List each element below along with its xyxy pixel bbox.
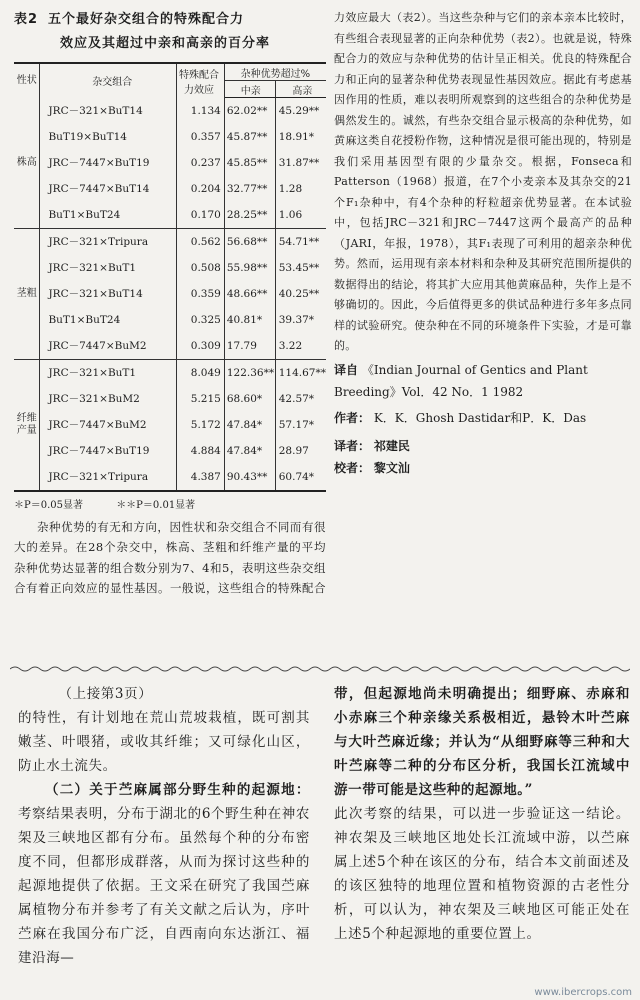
sca-cell: 0.359	[177, 281, 225, 307]
cross-cell: JRC－321×BuT1	[40, 255, 177, 281]
author-line	[334, 407, 632, 429]
mid-cell: 32.77**	[224, 176, 275, 202]
table-row	[14, 228, 326, 255]
table-row	[14, 412, 326, 438]
table-note	[14, 496, 326, 511]
trait-cell: 纤维产量	[14, 359, 40, 491]
high-cell: 1.28	[278, 182, 303, 195]
col-header-trait: 性状	[14, 63, 40, 98]
author-text: K．K．Ghosh Dastidar和P．K．Das	[373, 410, 587, 425]
high-cell: 28.97	[278, 444, 309, 457]
source-label: 译自	[334, 362, 359, 377]
cross-cell: BuT1×BuT24	[40, 307, 177, 333]
source-text: 《Indian Journal of Gentics and Plant Breeding》Vol．42 No．1 1982	[334, 362, 588, 399]
table-title	[14, 8, 326, 56]
mid-cell: 47.84*	[224, 438, 275, 464]
high-cell: 42.57*	[278, 392, 315, 405]
high-cell: 3.22	[275, 333, 326, 360]
table-number: 表2	[14, 12, 39, 27]
table-row	[14, 333, 326, 360]
cross-cell: JRC－321×BuT14	[40, 281, 177, 307]
right-paragraph: 力效应最大（表2）。当这些杂种与它们的亲本亲本比较时，有些组合表现显著的正向杂种优势（表2）。也就是说，特殊配合力的效应与杂种优势的估计呈正相关。优良的特殊配合力和正向的显著杂种优势表现显性基因效应。据此有考虑基因作用的性质，难以表明所观察到的这些组合的杂种优势是偶然发生的。诚然，有些杂交组合显示极高的杂种优势，如黄麻这类自花授粉作物，这种情况是很可能出现的，特别是我们采用基因型有限的少量杂交。根据，Fonseca和Patterson（1968）报道，在7个小麦亲本及其杂交的21个F₁杂种中，有4个杂种的籽粒超亲优势显著。在本试验中，包括JRC－321和JRC－7447这两个最高产的品种（JARI，年报，1978），其F₁表现了可利用的超亲杂种优势。然而，运用现有亲本材料和杂种及其研究范围所提供的数据得出的结论，将其扩大应用其他黄麻品种，失作上是不够确切的。因此，今后值得更多的供试品种进行多年多点同样的试验研究。使杂种在不同的环境条件下实验，才是可靠的。	[334, 11, 632, 352]
col-header-sca: 特殊配合力效应	[177, 63, 225, 98]
cross-cell: JRC－7447×BuT19	[40, 438, 177, 464]
mid-cell: 55.98**	[224, 255, 275, 281]
sca-cell: 5.215	[177, 386, 225, 412]
col-header-heterosis: 杂种优势超过%	[224, 63, 326, 81]
trait-cell: 茎粗	[14, 228, 40, 359]
mid-cell: 17.79	[224, 333, 275, 360]
high-cell: 40.25**	[278, 287, 320, 300]
sca-cell: 0.357	[177, 124, 225, 150]
sca-cell: 0.508	[177, 255, 225, 281]
table-row	[14, 307, 326, 333]
sca-cell: 1.134	[177, 98, 225, 124]
sca-cell: 0.562	[177, 228, 225, 255]
continued-label: （上接第3页）	[58, 686, 153, 702]
mid-cell: 45.87**	[224, 124, 275, 150]
table-row	[14, 255, 326, 281]
high-cell: 54.71**	[278, 235, 320, 248]
sca-cell: 4.387	[177, 464, 225, 491]
mid-cell: 45.85**	[224, 150, 275, 176]
table-row	[14, 359, 326, 386]
sca-cell: 0.325	[177, 307, 225, 333]
watermark: www.ibercrops.com	[534, 987, 632, 998]
cross-cell: BuT1×BuT24	[40, 202, 177, 229]
table-row	[14, 464, 326, 491]
sca-cell: 0.204	[177, 176, 225, 202]
bottom-left-para1: 的特性，有计划地在荒山荒坡栽植，既可割其嫩茎、叶喂猪，或收其纤维；又可绿化山区，防止水土流失。	[18, 710, 310, 774]
high-cell: 18.91*	[278, 130, 315, 143]
left-top-column	[14, 8, 326, 599]
table-row	[14, 124, 326, 150]
cross-cell: BuT19×BuT14	[40, 124, 177, 150]
high-cell: 53.45**	[278, 261, 320, 274]
translator-label: 译者：	[334, 438, 371, 453]
col-header-mid: 中亲	[224, 81, 275, 98]
translator-name: 祁建民	[373, 438, 410, 453]
mid-cell: 40.81*	[224, 307, 275, 333]
high-cell: 31.87**	[278, 156, 320, 169]
cross-cell: JRC－7447×BuM2	[40, 333, 177, 360]
sca-cell: 0.309	[177, 333, 225, 360]
bottom-left-column	[18, 682, 310, 970]
mid-cell: 28.25**	[224, 202, 275, 229]
table-row	[14, 438, 326, 464]
high-cell: 39.37*	[278, 313, 315, 326]
sca-cell: 0.237	[177, 150, 225, 176]
sca-cell: 0.170	[177, 202, 225, 229]
high-cell: 45.29**	[278, 104, 320, 117]
wavy-divider	[10, 665, 630, 673]
table-row	[14, 281, 326, 307]
high-cell: 114.67**	[278, 366, 326, 379]
cross-cell: JRC－321×BuM2	[40, 386, 177, 412]
source-block	[334, 359, 632, 403]
cross-cell: JRC－321×Tripura	[40, 464, 177, 491]
table-title-line2: 效应及其超过中亲和高亲的百分率	[60, 36, 271, 51]
data-table	[14, 62, 326, 492]
table-row	[14, 150, 326, 176]
section-heading: （二）关于苎麻属部分野生种的起源地：	[45, 782, 310, 798]
col-header-cross: 杂交组合	[40, 63, 177, 98]
cross-cell: JRC－321×BuT1	[40, 359, 177, 386]
author-label: 作者：	[334, 410, 371, 425]
sca-cell: 8.049	[177, 359, 225, 386]
translator-line	[334, 435, 632, 457]
cross-cell: JRC－321×Tripura	[40, 228, 177, 255]
sca-cell: 4.884	[177, 438, 225, 464]
table-row	[14, 386, 326, 412]
mid-cell: 62.02**	[224, 98, 275, 124]
cross-cell: JRC－7447×BuT19	[40, 150, 177, 176]
mid-cell: 47.84*	[224, 412, 275, 438]
cross-cell: JRC－321×BuT14	[40, 98, 177, 124]
cross-cell: JRC－7447×BuM2	[40, 412, 177, 438]
high-cell: 60.74*	[275, 464, 326, 491]
reviewer-label: 校者：	[334, 460, 371, 475]
trait-cell: 株高	[14, 98, 40, 229]
sca-cell: 5.172	[177, 412, 225, 438]
bottom-right-para1: 带，但起源地尚未明确提出；细野麻、赤麻和小赤麻三个种亲缘关系极相近，悬铃木叶苎麻与大叶苎麻近缘；并认为“从细野麻等三种和大叶苎麻等二种的分布区分析，我国长江流域中游一带可能是这些种的起源地。”	[334, 686, 630, 798]
bottom-left-para2: 考察结果表明，分布于湖北的6个野生种在神农架及三峡地区都有分布。虽然每个种的分布密度不同，但都形成群落，从而为探讨这些种的起源地提供了依据。王文采在研究了我国苎麻属植物分布并参考了有关文献之后认为，序叶苎麻在我国分布广泛，自西南向东达浙江、福建沿海—	[18, 806, 310, 966]
right-top-column	[334, 8, 632, 479]
mid-cell: 68.60*	[224, 386, 275, 412]
bottom-right-column	[334, 682, 630, 946]
table-row	[14, 176, 326, 202]
reviewer-name: 黎文汕	[373, 460, 410, 475]
table-row	[14, 98, 326, 124]
high-cell: 1.06	[275, 202, 326, 229]
note-p005: ＊P＝0.05显著	[14, 499, 83, 511]
reviewer-line	[334, 457, 632, 479]
col-header-high: 高亲	[275, 81, 326, 98]
high-cell: 57.17*	[278, 418, 315, 431]
left-paragraph: 杂种优势的有无和方向，因性状和杂交组合不同而有很大的差异。在28个杂交中，株高、茎粗和纤维产量的平均杂种优势达显著的组合数分别为7、4和5，表明这些杂交组合有着正向效应的显性基因。一般说，这些组合的特殊配合	[14, 519, 326, 595]
table-title-line1: 五个最好杂交组合的特殊配合力	[48, 12, 245, 27]
mid-cell: 56.68**	[224, 228, 275, 255]
mid-cell: 90.43**	[224, 464, 275, 491]
note-p001: ＊＊P＝0.01显著	[116, 499, 196, 511]
mid-cell: 122.36**	[224, 359, 275, 386]
mid-cell: 48.66**	[224, 281, 275, 307]
table-row	[14, 202, 326, 229]
bottom-right-para2: 此次考察的结果，可以进一步验证这一结论。神农架及三峡地区地处长江流域中游，以苎麻属上述5个种在该区的分布，结合本文前面述及的该区独特的地理位置和植物资源的古老性分析，可以认为，神农架及三峡地区可能正处在上述5个种起源地的重要位置上。	[334, 806, 630, 942]
cross-cell: JRC－7447×BuT14	[40, 176, 177, 202]
